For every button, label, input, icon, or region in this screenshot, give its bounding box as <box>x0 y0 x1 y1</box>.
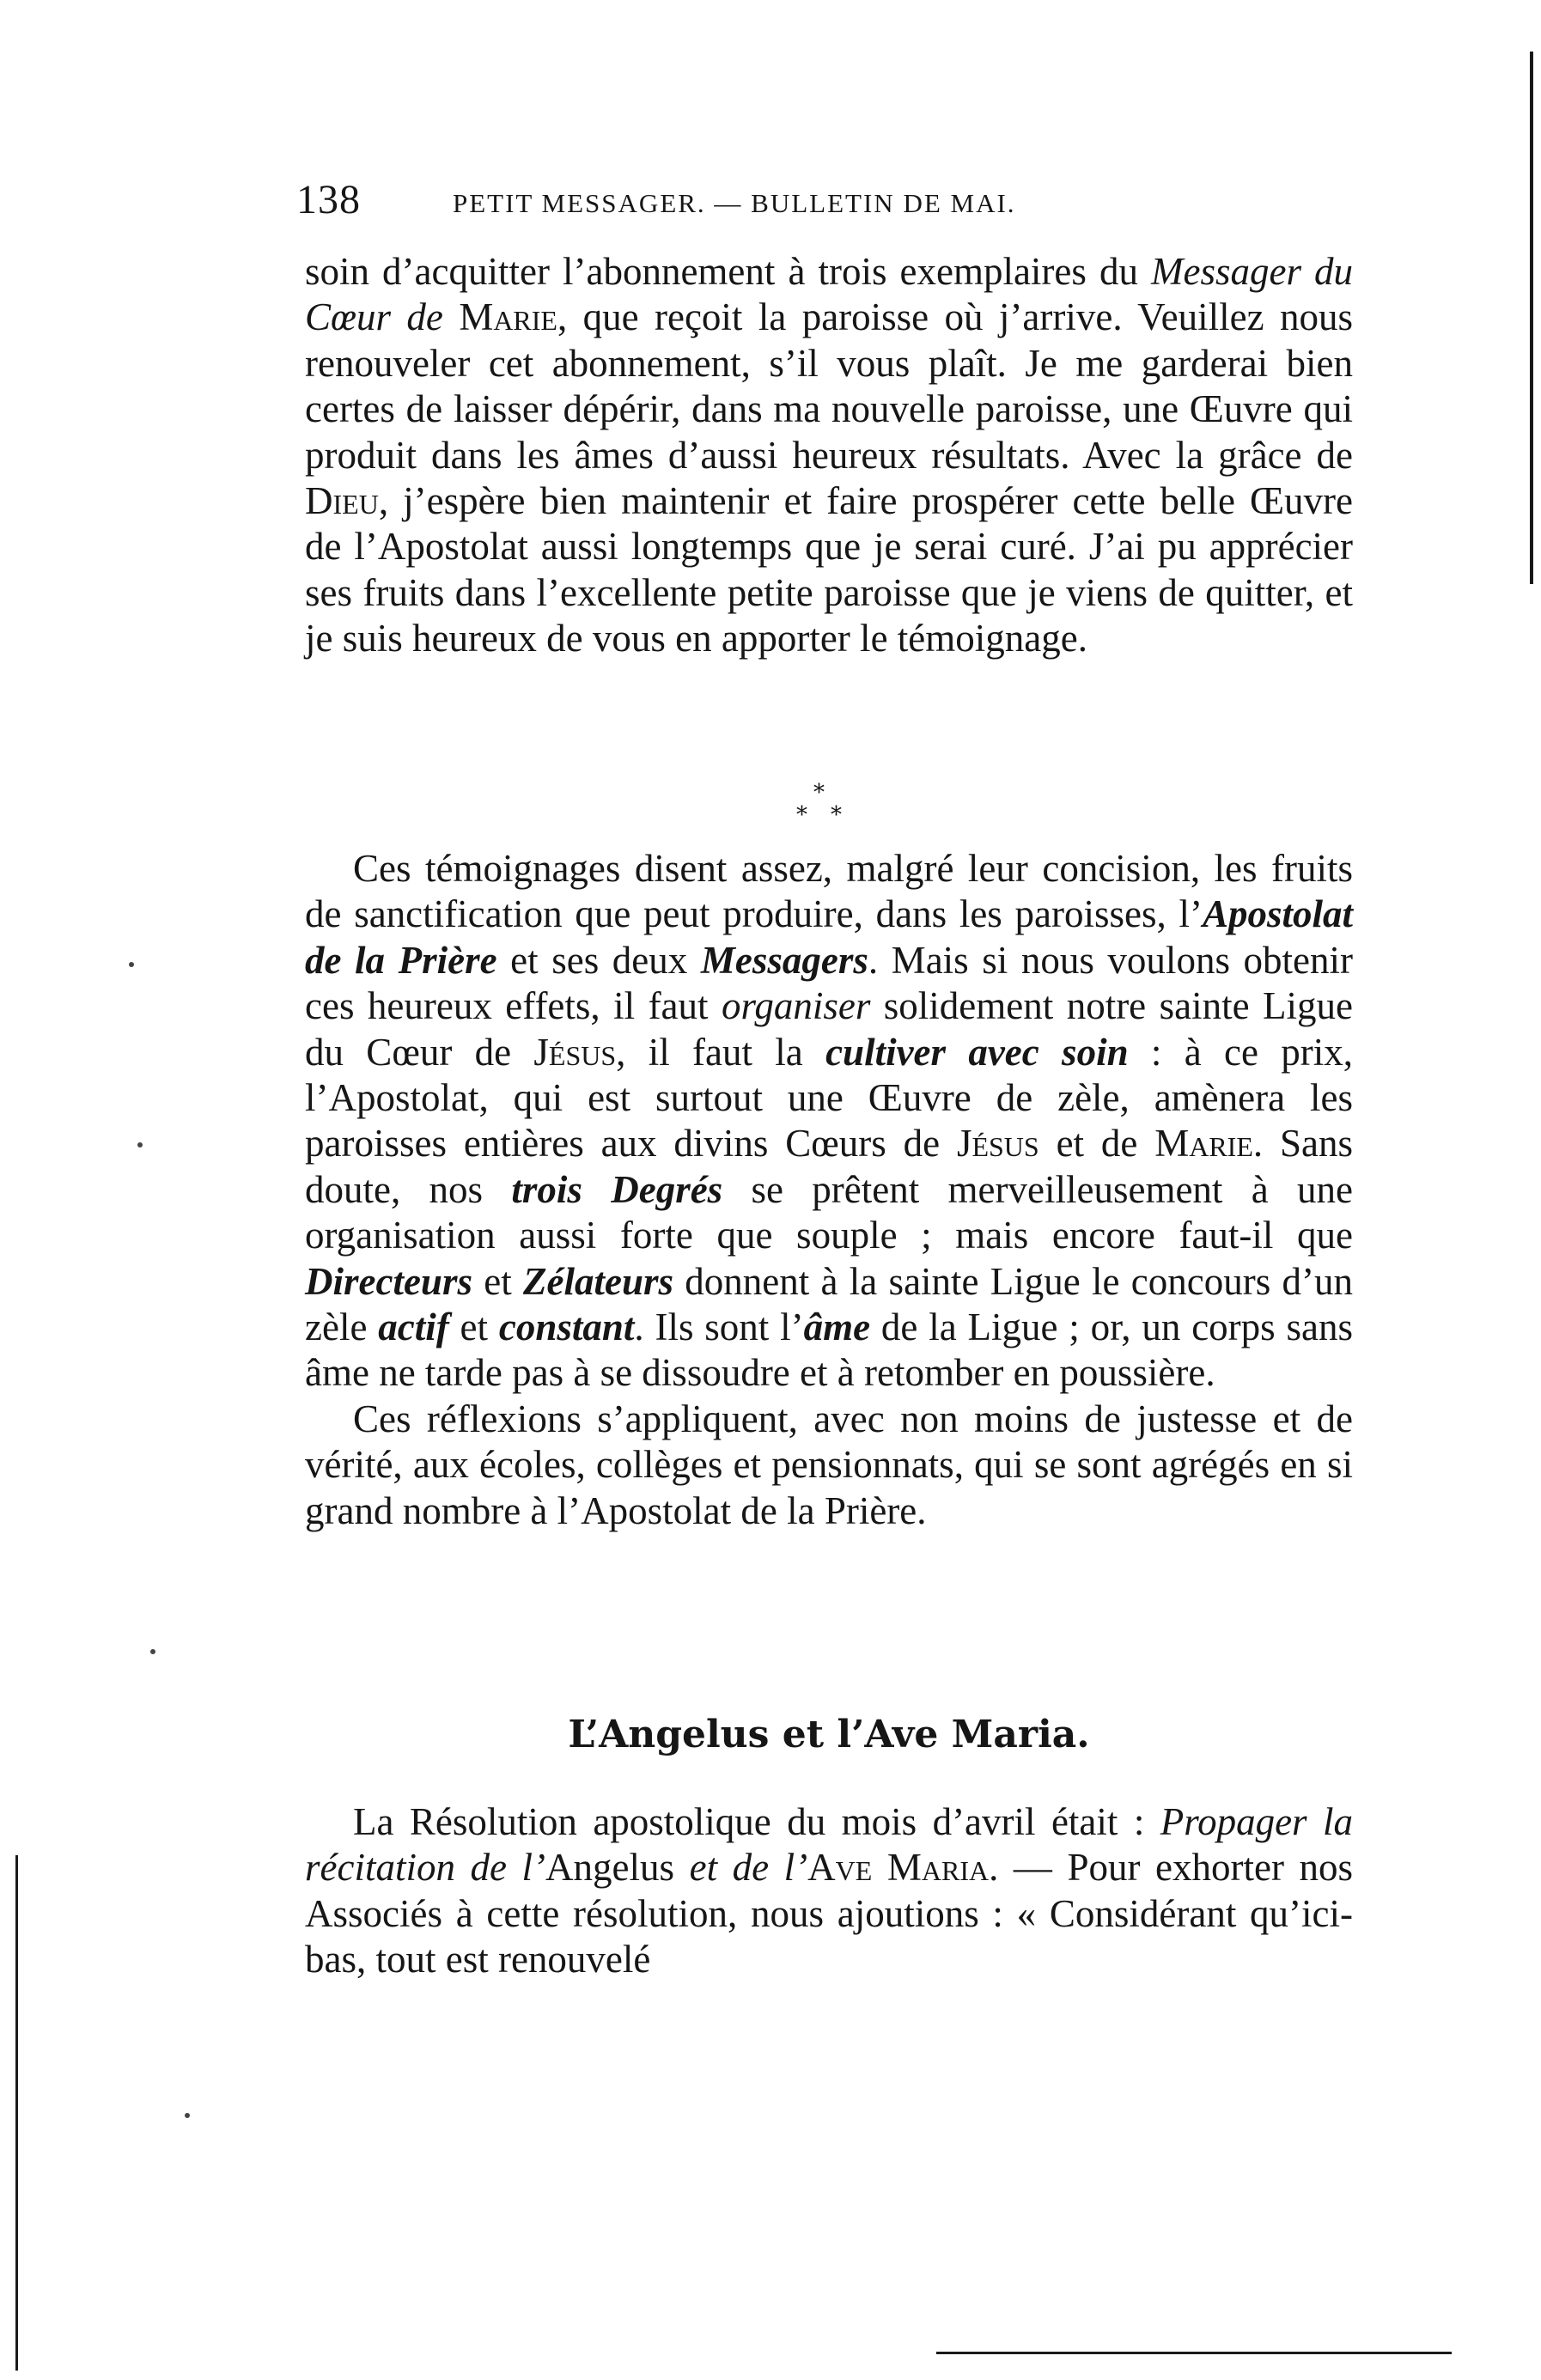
asterism-star-top: * <box>813 780 825 806</box>
text-run: Angelus <box>545 1846 675 1890</box>
paragraph-angelus <box>305 1799 1353 1983</box>
italic-run: âme <box>803 1306 871 1349</box>
paragraph: Ces réflexions s’appliquent, avec non moins de justesse et de vérité, aux écoles, collèges et pensionnats, qui se sont agrégés en si grand nombre à l’Apostolat de la Prière. <box>305 1397 1353 1532</box>
paragraph-continuation <box>305 249 1353 662</box>
italic-run: actif <box>378 1306 449 1349</box>
paragraph-testimonies <box>305 846 1353 1534</box>
paragraph <box>305 846 1353 1397</box>
italic-run: Messager du Cœur de <box>305 250 1353 339</box>
asterism-star-right: * <box>831 802 842 828</box>
small-caps-run: Dieu <box>305 479 379 523</box>
text-run: Ces témoignages disent assez, malgré leur concision, les fruits de sanctification que peut produire, dans les paroisses, l’ <box>305 847 1353 936</box>
scan-speck <box>185 2113 190 2118</box>
running-title: PETIT MESSAGER. — BULLETIN DE MAI. <box>453 188 1016 218</box>
italic-run: organiser <box>721 984 871 1028</box>
text-run: , j’espère bien maintenir et faire prospérer cette belle Œuvre de l’Apostolat aussi longtemps que je serai curé. J’ai pu apprécier ses fruits dans l’excellente petite paroisse que je viens de quitter, et je suis heureux de vous en apporter le témoignage. <box>305 479 1353 660</box>
text-run: soin d’acquitter l’abonnement à trois exemplaires du <box>305 250 1151 293</box>
text-run: : à ce prix, l’Apostolat, qui est surtout une Œuvre de zèle, amènera les paroisses entières aux divins Cœurs de <box>305 1030 1353 1166</box>
italic-run: Propager la récitation de l’ <box>305 1800 1353 1890</box>
paragraph <box>305 249 1353 662</box>
scan-speck <box>150 1649 155 1654</box>
italic-run: Messagers <box>700 938 868 982</box>
italic-run: trois Degrés <box>511 1167 723 1211</box>
text-run: . — Pour exhorter nos Associés à cette résolution, nous ajoutions : « Considérant qu’ici-bas, tout est renouvelé <box>305 1846 1354 1981</box>
page-number: 138 <box>296 177 361 222</box>
small-caps-run: Jésus <box>956 1122 1039 1166</box>
text-run: donnent à la sainte Ligue le concours d’un zèle <box>305 1259 1353 1349</box>
small-caps-run: Marie <box>459 295 557 339</box>
left-edge-line <box>15 1855 18 2371</box>
text-run: de la Ligue ; or, un corps sans âme ne tarde pas à se dissoudre et à retomber en poussière. <box>305 1306 1353 1395</box>
scan-speck <box>129 962 134 967</box>
paragraph <box>305 1799 1353 1983</box>
asterism-star-left: * <box>796 802 807 828</box>
small-caps-run: Jésus <box>533 1030 617 1074</box>
italic-run: Apostolat de la Prière <box>305 892 1353 982</box>
text-run: solidement notre sainte Ligue du Cœur de <box>305 984 1353 1074</box>
italic-run: Zélateurs <box>523 1259 674 1303</box>
text-run: et ses deux <box>496 938 701 982</box>
text-run: La Résolution apostolique du mois d’avril était : <box>353 1800 1160 1843</box>
text-run: . Mais si nous voulons obtenir ces heureux effets, il faut <box>305 938 1353 1028</box>
italic-run: et de l’ <box>674 1846 808 1890</box>
text-run: , il faut la <box>616 1030 826 1074</box>
small-caps-run: Ave Maria <box>807 1846 990 1890</box>
text-run: et <box>448 1306 499 1349</box>
italic-run: cultiver avec soin <box>825 1030 1129 1074</box>
text-run: . Ils sont l’ <box>634 1306 804 1349</box>
right-edge-line <box>1530 52 1533 584</box>
text-run: et de <box>1038 1122 1155 1166</box>
text-run: , que reçoit la paroisse où j’arrive. Veuillez nous renouveler cet abonnement, s’il vous plaît. Je me garderai bien certes de laisser dépérir, dans ma nouvelle paroisse, une Œuvre qui produit dans les âmes d’aussi heureux résultats. Avec la grâce de <box>305 295 1354 477</box>
italic-run: constant <box>498 1306 635 1349</box>
bottom-rule <box>936 2352 1452 2354</box>
section-heading: L’Angelus et l’Ave Maria. <box>568 1713 1090 1756</box>
scan-speck <box>137 1142 143 1147</box>
running-head <box>296 176 1190 228</box>
text-run: . Sans doute, nos <box>305 1122 1353 1211</box>
asterism-separator <box>795 782 846 833</box>
italic-run: Directeurs <box>305 1259 472 1303</box>
text-run: se prêtent merveilleusement à une organisation aussi forte que souple ; mais encore faut-il que <box>305 1167 1353 1257</box>
small-caps-run: Marie <box>1154 1122 1253 1166</box>
text-run: et <box>472 1259 524 1303</box>
